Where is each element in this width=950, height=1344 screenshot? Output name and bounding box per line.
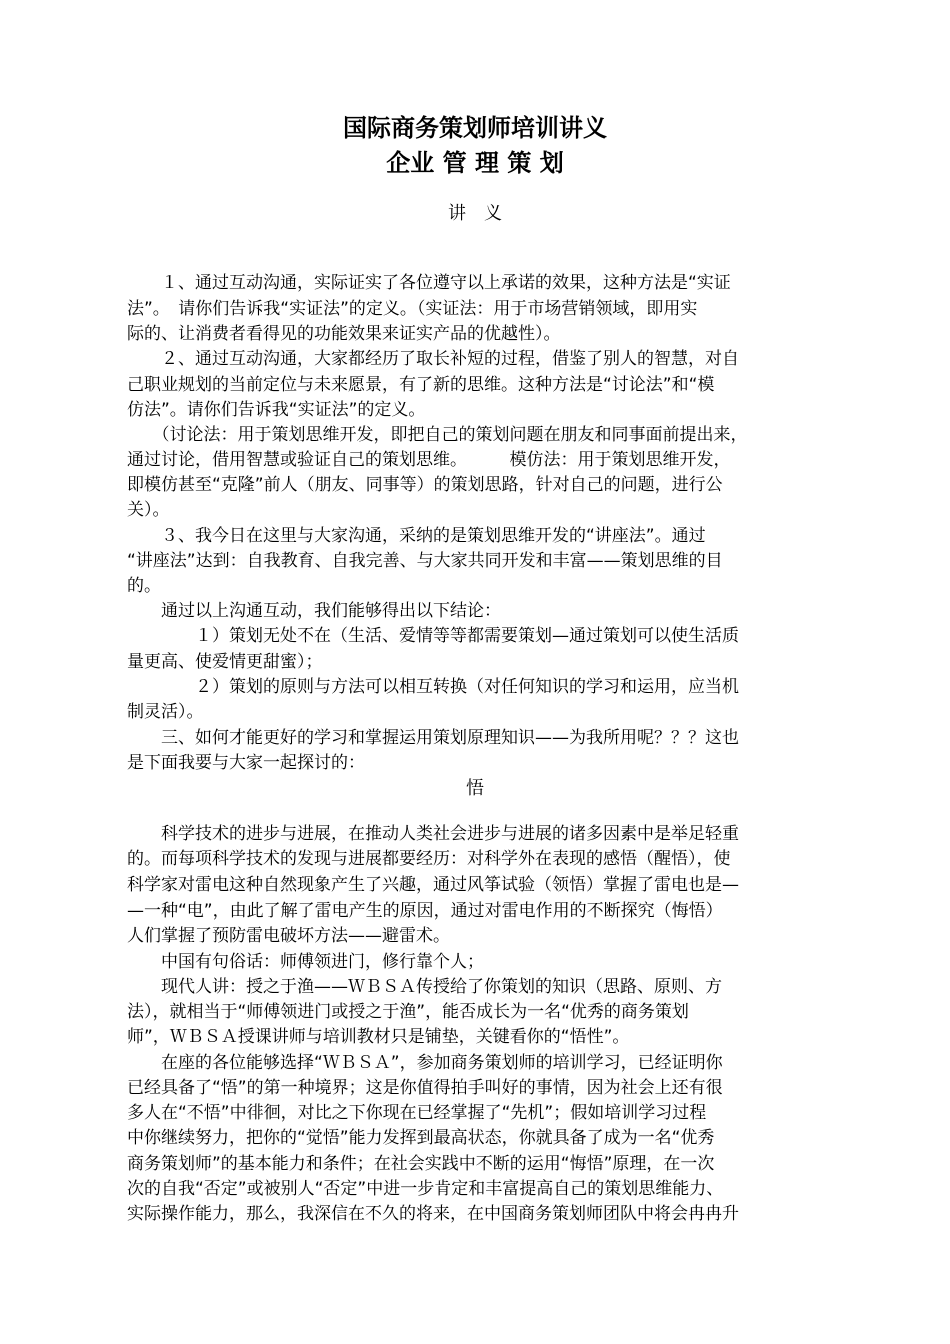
paragraph-line: 际的、让消费者看得见的功能效果来证实产品的优越性）。 <box>127 324 561 344</box>
paragraph-line: 科学技术的进步与进展，在推动人类社会进步与进展的诸多因素中是举足轻重 <box>127 824 739 844</box>
section-heading-lecture: 讲义 <box>448 203 520 224</box>
paragraph-line: 通过以上沟通互动，我们能够得出以下结论： <box>127 601 501 621</box>
paragraph-line: ２）策划的原则与方法可以相互转换（对任何知识的学习和运用，应当机 <box>127 677 739 697</box>
paragraph-line: 仿法”。请你们告诉我“实证法”的定义。 <box>127 400 426 420</box>
paragraph-line: 三、如何才能更好的学习和掌握运用策划原理知识——为我所用呢？？？这也 <box>127 728 739 748</box>
paragraph-line: 次的自我“否定”或被别人“否定”中进一步肯定和丰富提高自己的策划思维能力、 <box>127 1179 724 1199</box>
paragraph-line: 的。而每项科学技术的发现与进展都要经历：对科学外在表现的感悟（醒悟），使 <box>127 849 731 869</box>
paragraph-line: 中你继续努力，把你的“觉悟”能力发挥到最高状态，你就具备了成为一名“优秀 <box>127 1128 715 1148</box>
paragraph-line: （讨论法：用于策划思维开发，即把自己的策划问题在朋友和同事面前提出来， <box>127 425 748 445</box>
paragraph-line: 通过讨论，借用智慧或验证自己的策划思维。 模仿法：用于策划思维开发， <box>127 450 731 470</box>
paragraph-line: 商务策划师”的基本能力和条件；在社会实践中不断的运用“悔悟”原理，在一次 <box>127 1154 715 1174</box>
paragraph-line: 多人在“不悟”中徘徊，对比之下你现在已经掌握了“先机”；假如培训学习过程 <box>127 1103 707 1123</box>
paragraph-line: 法”。 请你们告诉我“实证法”的定义。（实证法：用于市场营销领域，即用实 <box>127 299 698 319</box>
section-heading-wu: 悟 <box>466 778 484 799</box>
paragraph-line: 在座的各位能够选择“ＷＢＳＡ”，参加商务策划师的培训学习，已经证明你 <box>127 1053 723 1073</box>
paragraph-line: —一种“电”，由此了解了雷电产生的原因，通过对雷电作用的不断探究（悔悟） <box>127 901 723 921</box>
paragraph-line: ２、通过互动沟通，大家都经历了取长补短的过程，借鉴了别人的智慧，对自 <box>127 349 739 369</box>
paragraph-line: 的。 <box>127 576 161 596</box>
paragraph-line: 是下面我要与大家一起探讨的： <box>127 753 365 773</box>
paragraph-line: “讲座法”达到：自我教育、自我完善、与大家共同开发和丰富——策划思维的目 <box>127 551 723 571</box>
paragraph-line: １）策划无处不在（生活、爱情等等都需要策划—通过策划可以使生活质 <box>127 626 739 646</box>
paragraph-line: 制灵活）。 <box>127 702 204 722</box>
document-subtitle: 企业 管 理 策 划 <box>386 149 564 177</box>
paragraph-line: ３、我今日在这里与大家沟通，采纳的是策划思维开发的“讲座法”。通过 <box>127 526 706 546</box>
paragraph-line: 科学家对雷电这种自然现象产生了兴趣，通过风筝试验（领悟）掌握了雷电也是— <box>127 875 739 895</box>
paragraph-line: 师”，ＷＢＳＡ授课讲师与培训教材只是铺垫，关键看你的“悟性”。 <box>127 1027 630 1047</box>
paragraph-line: 法），就相当于“师傅领进门或授之于渔”，能否成长为一名“优秀的商务策划 <box>127 1002 689 1022</box>
paragraph-line: 现代人讲：授之于渔——ＷＢＳＡ传授给了你策划的知识（思路、原则、方 <box>127 977 722 997</box>
paragraph-line: 即模仿甚至“克隆”前人（朋友、同事等）的策划思路，针对自己的问题，进行公 <box>127 475 723 495</box>
paragraph-line: 量更高、使爱情更甜蜜）； <box>127 652 323 672</box>
paragraph-line: 中国有句俗话：师傅领进门，修行靠个人； <box>127 952 484 972</box>
paragraph-line: １、通过互动沟通，实际证实了各位遵守以上承诺的效果，这种方法是“实证 <box>127 273 731 293</box>
paragraph-line: 关）。 <box>127 500 170 520</box>
paragraph-line: 实际操作能力，那么，我深信在不久的将来，在中国商务策划师团队中将会冉冉升 <box>127 1204 739 1224</box>
document-title: 国际商务策划师培训讲义 <box>343 114 607 142</box>
paragraph-line: 人们掌握了预防雷电破坏方法——避雷术。 <box>127 926 450 946</box>
paragraph-line: 已经具备了“悟”的第一种境界；这是你值得拍手叫好的事情，因为社会上还有很 <box>127 1078 723 1098</box>
paragraph-line: 己职业规划的当前定位与未来愿景，有了新的思维。这种方法是“讨论法”和“模 <box>127 375 715 395</box>
